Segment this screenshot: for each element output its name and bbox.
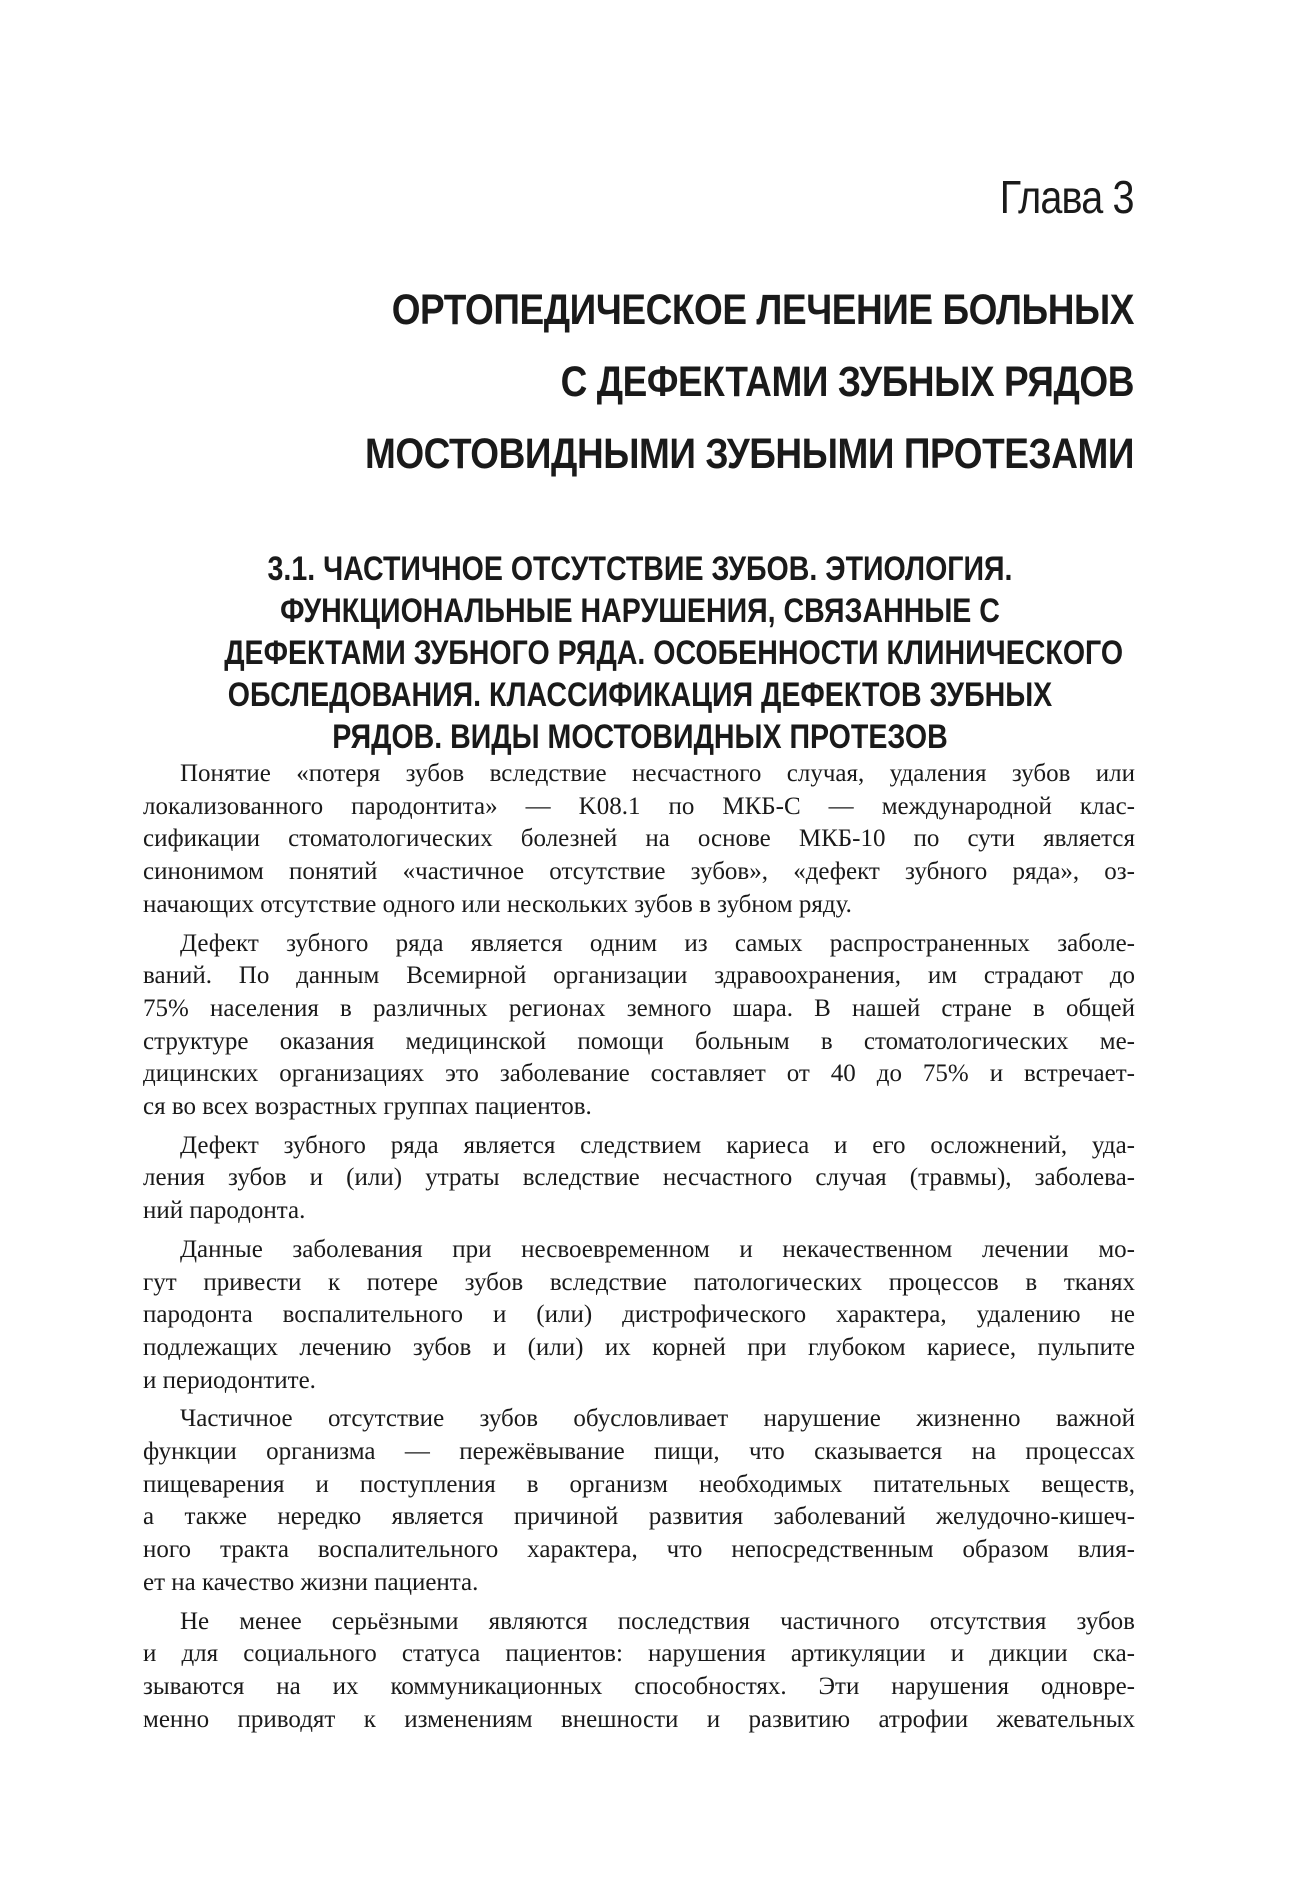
text-line: менно приводят к изменениям внешности и развитию атрофии жевательных	[143, 1705, 1135, 1733]
text-line: локализованного пародонтита» — K08.1 по МКБ-С — международной клас-	[143, 792, 1135, 820]
section-title-line: ОБСЛЕДОВАНИЯ. КЛАССИФИКАЦИЯ ДЕФЕКТОВ ЗУБНЫХ	[227, 676, 1053, 714]
text-line: дицинских организациях это заболевание составляет от 40 до 75% и встречает-	[143, 1060, 1135, 1088]
chapter-label: Глава 3	[1000, 171, 1134, 223]
text-line: структуре оказания медицинской помощи больным в стоматологических ме-	[143, 1027, 1135, 1055]
text-line: синонимом понятий «частичное отсутствие зубов», «дефект зубного ряда», оз-	[143, 858, 1135, 886]
text-line: а также нередко является причиной развития заболеваний желудочно-кишеч-	[143, 1503, 1135, 1531]
chapter-title	[234, 274, 1134, 490]
text-line: Дефект зубного ряда является следствием кариеса и его осложнений, уда-	[180, 1131, 1135, 1159]
text-line: и периодонтите.	[143, 1366, 316, 1394]
text-line: ления зубов и (или) утраты вследствие несчастного случая (травмы), заболева-	[143, 1164, 1135, 1192]
text-line: Не менее серьёзными являются последствия частичного отсутствия зубов	[180, 1607, 1135, 1635]
body-text	[143, 758, 1135, 1742]
text-line: Дефект зубного ряда является одним из самых распространенных заболе-	[180, 929, 1135, 957]
text-line: Данные заболевания при несвоевременном и некачественном лечении мо-	[180, 1235, 1135, 1263]
text-line: ет на качество жизни пациента.	[143, 1568, 479, 1596]
text-line: пищеварения и поступления в организм необходимых питательных веществ,	[143, 1470, 1135, 1498]
section-title-line: ФУНКЦИОНАЛЬНЫЕ НАРУШЕНИЯ, СВЯЗАННЫЕ С	[280, 592, 1000, 630]
text-line: 75% населения в различных регионах земного шара. В нашей стране в общей	[143, 994, 1135, 1022]
text-line: функции организма — пережёвывание пищи, что сказывается на процессах	[143, 1438, 1135, 1466]
section-title-line: 3.1. ЧАСТИЧНОЕ ОТСУТСТВИЕ ЗУБОВ. ЭТИОЛОГИЯ.	[267, 550, 1013, 588]
text-line: зываются на их коммуникационных способностях. Эти нарушения одновре-	[143, 1672, 1135, 1700]
chapter-title-line: ОРТОПЕДИЧЕСКОЕ ЛЕЧЕНИЕ БОЛЬНЫХ	[391, 286, 1134, 334]
text-line: сификации стоматологических болезней на основе МКБ-10 по сути является	[143, 825, 1135, 853]
text-line: ваний. По данным Всемирной организации здравоохранения, им страдают до	[143, 962, 1135, 990]
section-title-line: ДЕФЕКТАМИ ЗУБНОГО РЯДА. ОСОБЕННОСТИ КЛИНИЧЕСКОГО	[224, 634, 1124, 672]
text-line: и для социального статуса пациентов: нарушения артикуляции и дикции ска-	[143, 1640, 1135, 1668]
paragraph	[143, 1234, 1135, 1398]
paragraph	[143, 1403, 1135, 1599]
text-line: начающих отсутствие одного или нескольких зубов в зубном ряду.	[143, 890, 852, 918]
paragraph	[143, 1606, 1135, 1737]
text-line: пародонта воспалительного и (или) дистрофического характера, удалению не	[143, 1301, 1135, 1329]
chapter-title-line: С ДЕФЕКТАМИ ЗУБНЫХ РЯДОВ	[560, 358, 1134, 406]
text-line: подлежащих лечению зубов и (или) их корней при глубоком кариесе, пульпите	[143, 1333, 1135, 1361]
text-line: Частичное отсутствие зубов обусловливает нарушение жизненно важной	[180, 1405, 1135, 1433]
text-line: ся во всех возрастных группах пациентов.	[143, 1093, 592, 1121]
paragraph	[143, 758, 1135, 922]
section-title-line: РЯДОВ. ВИДЫ МОСТОВИДНЫХ ПРОТЕЗОВ	[332, 718, 948, 756]
text-line: ний пародонта.	[143, 1197, 306, 1225]
text-line: гут привести к потере зубов вследствие патологических процессов в тканях	[143, 1268, 1135, 1296]
text-line: ного тракта воспалительного характера, что непосредственным образом влия-	[143, 1536, 1135, 1564]
text-line: Понятие «потеря зубов вследствие несчастного случая, удаления зубов или	[180, 760, 1135, 787]
section-title	[145, 548, 1135, 758]
paragraph	[143, 928, 1135, 1124]
paragraph	[143, 1130, 1135, 1228]
chapter-title-line: МОСТОВИДНЫМИ ЗУБНЫМИ ПРОТЕЗАМИ	[364, 430, 1134, 478]
